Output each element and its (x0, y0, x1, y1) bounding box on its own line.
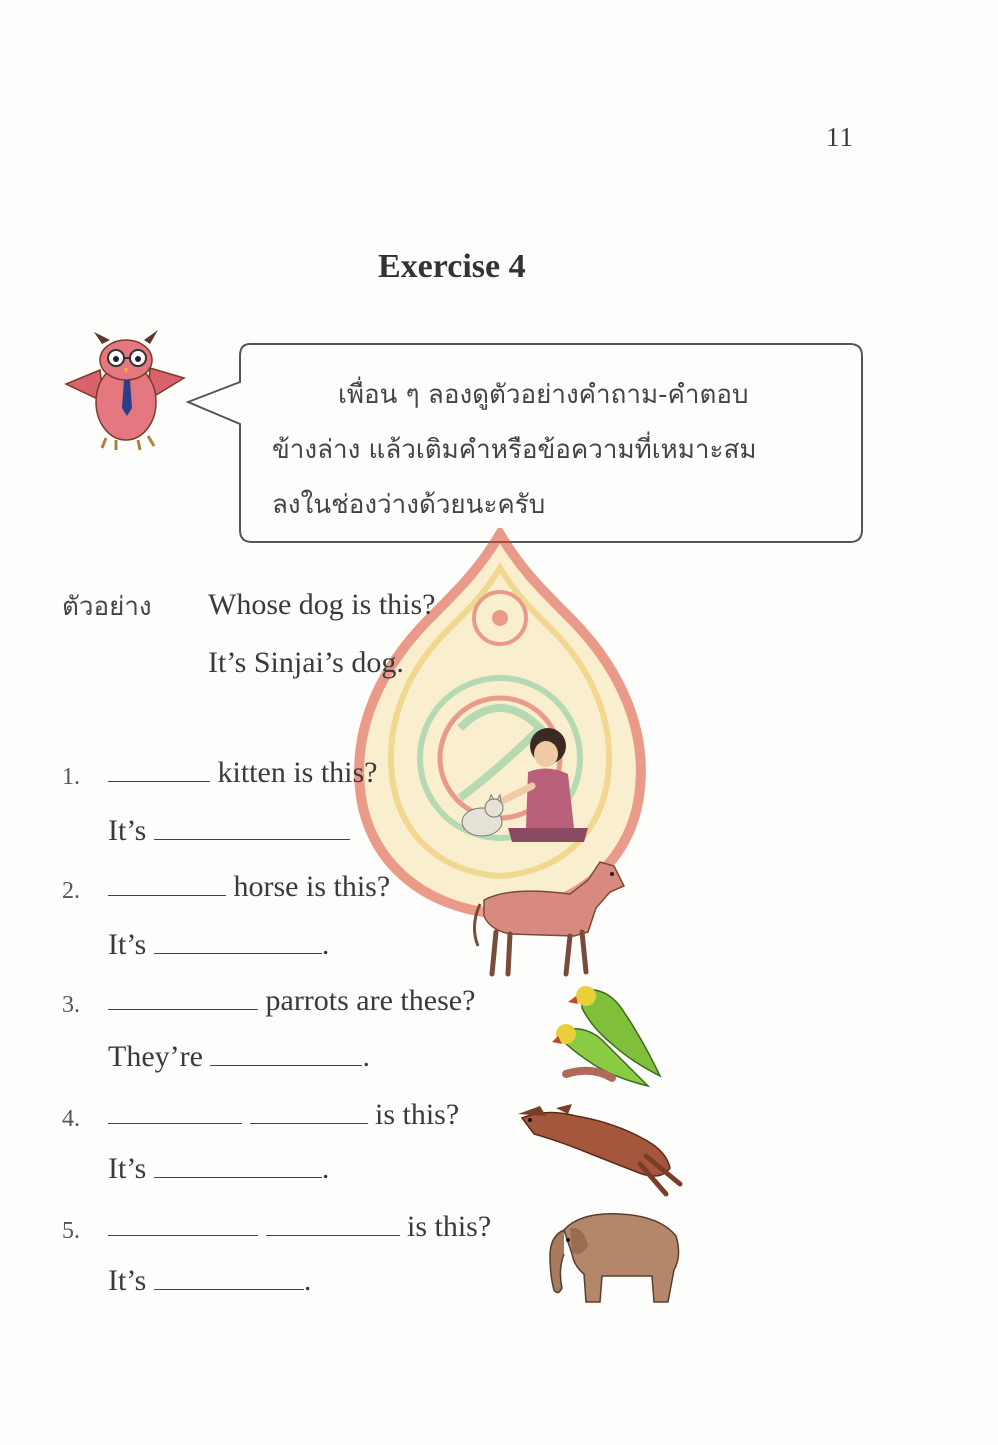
horse-illustration (470, 856, 634, 978)
question-2 (108, 870, 390, 904)
question-4-text: is this? (375, 1098, 460, 1131)
question-3-text: parrots are these? (265, 984, 476, 1017)
instruction-line-1: เพื่อน ๆ ลองดูตัวอย่างคำถาม-คำตอบ (338, 380, 749, 410)
question-1 (108, 756, 378, 790)
example-answer: It’s Sinjai’s dog. (208, 646, 404, 679)
question-2-blank[interactable] (108, 873, 226, 896)
owl-mascot-icon (58, 326, 192, 454)
question-2-text: horse is this? (233, 870, 391, 903)
question-1-text: kitten is this? (217, 756, 378, 789)
instruction-line-2: ข้างล่าง แล้วเติมคำหรือข้อความที่เหมาะสม (272, 435, 757, 465)
parrots-illustration (552, 982, 668, 1090)
answer-5-end: . (303, 1264, 312, 1297)
question-5-blank-1[interactable] (108, 1213, 258, 1236)
question-1-blank[interactable] (108, 759, 210, 782)
question-4-number: 4. (62, 1106, 80, 1132)
question-1-number: 1. (62, 764, 80, 790)
rabbit-illustration (516, 1104, 684, 1200)
answer-3-blank[interactable] (210, 1043, 362, 1066)
question-5-blank-2[interactable] (266, 1213, 400, 1236)
question-3-blank[interactable] (108, 987, 258, 1010)
question-5-text: is this? (407, 1210, 492, 1243)
example-label: ตัวอย่าง (62, 592, 152, 622)
answer-5-blank[interactable] (154, 1267, 304, 1290)
answer-2 (108, 928, 329, 962)
instruction-text (272, 368, 832, 533)
answer-3-lead: They’re (108, 1040, 203, 1073)
answer-4-lead: It’s (108, 1152, 147, 1185)
question-5 (108, 1210, 491, 1244)
answer-1-lead: It’s (108, 814, 147, 847)
girl-with-kitten-illustration (448, 718, 590, 844)
answer-1-blank[interactable] (154, 817, 350, 840)
question-3 (108, 984, 475, 1018)
answer-5-lead: It’s (108, 1264, 147, 1297)
question-4-blank-2[interactable] (250, 1101, 368, 1124)
answer-1 (108, 814, 350, 848)
answer-4-blank[interactable] (154, 1155, 322, 1178)
instruction-line-3: ลงในช่องว่างด้วยนะครับ (272, 490, 546, 520)
answer-3-end: . (362, 1040, 370, 1073)
answer-2-lead: It’s (108, 928, 147, 961)
answer-2-blank[interactable] (154, 931, 322, 954)
question-3-number: 3. (62, 992, 80, 1018)
page-number: 11 (826, 122, 854, 152)
question-2-number: 2. (62, 878, 80, 904)
answer-2-end: . (321, 928, 330, 961)
answer-4 (108, 1152, 329, 1186)
question-5-number: 5. (62, 1218, 80, 1244)
elephant-illustration (540, 1206, 688, 1306)
answer-5 (108, 1264, 311, 1298)
answer-3 (108, 1040, 370, 1074)
exercise-title: Exercise 4 (378, 248, 526, 285)
answer-4-end: . (321, 1152, 330, 1185)
question-4-blank-1[interactable] (108, 1101, 242, 1124)
question-4 (108, 1098, 459, 1132)
example-question: Whose dog is this? (208, 588, 436, 621)
